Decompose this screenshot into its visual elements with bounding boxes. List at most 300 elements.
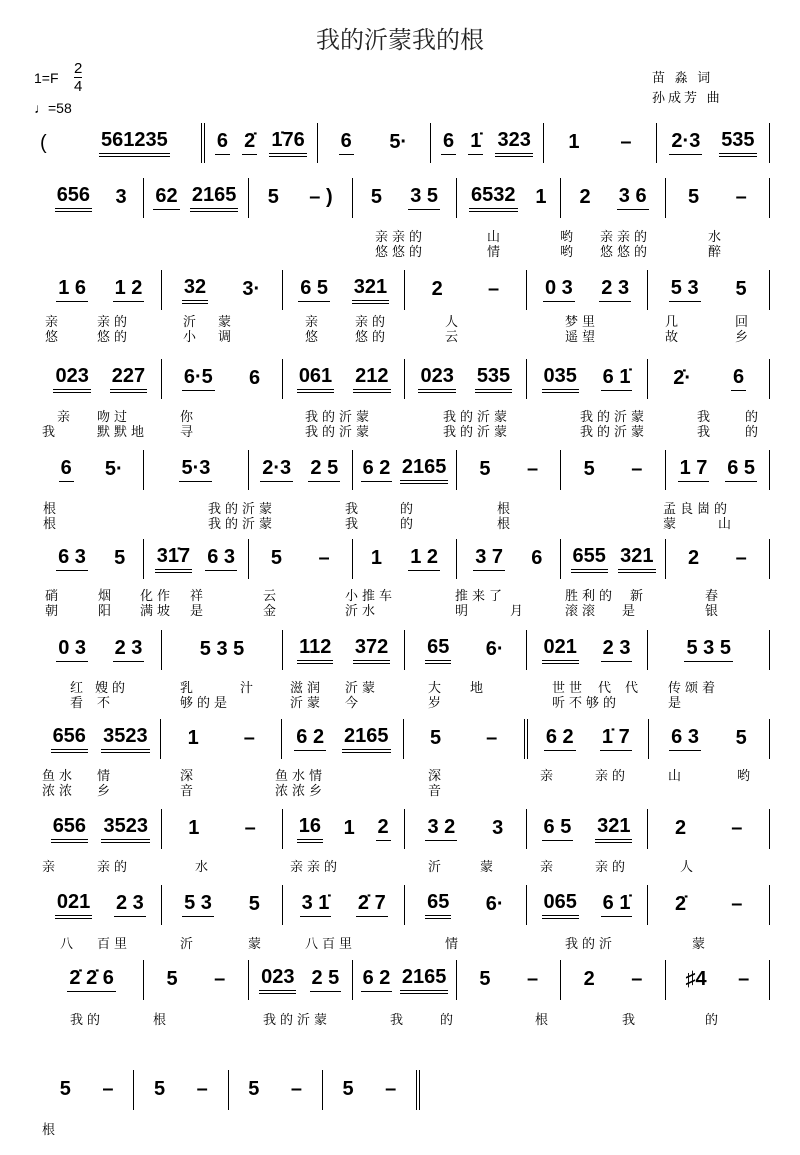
lyric-syllable: 悠 xyxy=(305,329,323,344)
note-group: 2 xyxy=(579,185,591,208)
measure xyxy=(657,123,770,163)
note-group: 1 2 xyxy=(113,278,145,302)
note-group: 323 xyxy=(495,130,532,157)
note-group: 3 7 xyxy=(473,547,505,571)
lyric-syllable: 寻 xyxy=(180,424,198,439)
measure xyxy=(201,123,318,163)
lyric-syllable: 是 xyxy=(622,603,640,618)
lyric-syllable: 浓浓 xyxy=(42,783,77,798)
measure xyxy=(40,630,162,670)
lyric-syllable: 山 xyxy=(487,229,505,244)
note-group: – xyxy=(527,457,539,480)
note-group: 3 6 xyxy=(617,186,649,210)
lyric-syllable: 根 xyxy=(43,516,61,531)
measure xyxy=(666,178,770,218)
measure xyxy=(282,719,403,759)
lyric-syllable: 听不够的 xyxy=(552,695,621,710)
measure xyxy=(40,539,144,579)
note-group: 656 xyxy=(55,185,92,212)
lyric-syllable: 孟良崮的 xyxy=(663,501,732,516)
lyric-syllable: 亲亲的 xyxy=(375,229,427,244)
measure xyxy=(249,178,353,218)
staff-row xyxy=(40,450,770,490)
lyric-syllable: 浓浓乡 xyxy=(275,783,327,798)
lyric-syllable: 故 xyxy=(665,329,683,344)
note-group: 1 7 xyxy=(678,458,710,482)
lyric-syllable: 人 xyxy=(680,859,698,874)
note-group: 3· xyxy=(242,277,261,300)
note-group: 3 1̇ xyxy=(300,893,332,917)
note-group: 2·3 xyxy=(669,131,702,155)
lyric-syllable: 蒙 xyxy=(663,516,681,531)
lyric-syllable: 亲 xyxy=(57,409,75,424)
lyric-syllable: 世世 xyxy=(552,680,587,695)
measure xyxy=(283,885,405,925)
measure xyxy=(40,1070,134,1110)
lyric-syllable: 祥 xyxy=(190,588,208,603)
measure xyxy=(405,359,527,399)
note-group: 6 xyxy=(531,546,543,569)
lyric-syllable: 我的沂蒙 xyxy=(443,424,512,439)
lyric-syllable: 回 xyxy=(735,314,753,329)
note-group: 3 xyxy=(115,185,127,208)
lyric-syllable: 默默地 xyxy=(97,424,149,439)
lyric-syllable: 悠的 xyxy=(355,329,390,344)
note-group: 2 xyxy=(687,546,700,569)
lyric-syllable: 够的是 xyxy=(180,695,232,710)
note-group: 3523 xyxy=(101,726,150,753)
note-group: 5· xyxy=(104,457,123,480)
lyric-syllable: 亲 xyxy=(45,314,63,329)
lyric-syllable: 沂蒙 xyxy=(345,680,380,695)
measure xyxy=(249,960,353,1000)
note-group: 1̇ xyxy=(468,131,483,155)
measure xyxy=(457,450,561,490)
lyric-syllable: 亲亲的 xyxy=(290,859,342,874)
lyric-syllable: 亲的 xyxy=(595,859,630,874)
staff-row xyxy=(40,539,770,579)
note-group: 5 3 5 xyxy=(684,638,732,662)
time-signature-bottom: 4 xyxy=(74,78,83,95)
lyric-syllable: 我的沂蒙 xyxy=(305,409,374,424)
note-group: 321 xyxy=(618,546,655,573)
measure xyxy=(527,359,649,399)
lyric-syllable: 明 xyxy=(455,603,473,618)
note-group: – xyxy=(731,892,743,915)
lyric-syllable: 推来了 xyxy=(455,588,507,603)
note-group: 5· xyxy=(389,130,408,153)
lyric-syllable: 你 xyxy=(180,409,198,424)
note-group: 212 xyxy=(353,366,390,393)
measure xyxy=(40,359,162,399)
key-signature: 1=F xyxy=(34,70,59,86)
measure xyxy=(353,960,457,1000)
lyric-syllable: 亲的 xyxy=(97,859,132,874)
measure xyxy=(404,719,528,759)
measure xyxy=(648,885,770,925)
lyric-syllable: 传颂着 xyxy=(668,680,720,695)
lyricist: 苗 淼 词 xyxy=(652,70,714,85)
measure xyxy=(283,270,405,310)
lyric-syllable: 悠悠的 xyxy=(375,244,427,259)
note-group: 6 xyxy=(59,458,74,482)
note-group: 2 3 xyxy=(113,638,145,662)
lyric-syllable: 银 xyxy=(705,603,723,618)
lyric-syllable: 嫂的 xyxy=(95,680,130,695)
note-group: 535 xyxy=(719,130,756,157)
note-group: 5 3 xyxy=(182,893,214,917)
measure xyxy=(457,539,561,579)
note-group: 5 3 xyxy=(669,278,701,302)
note-group: 2165 xyxy=(190,185,239,212)
lyric-syllable: 春 xyxy=(705,588,723,603)
lyric-syllable: 我 xyxy=(390,1012,408,1027)
note-group: 655 xyxy=(571,546,608,573)
measure xyxy=(405,885,527,925)
note-group: 023 xyxy=(418,366,455,393)
note-group: 321 xyxy=(595,816,632,843)
lyric-syllable: 哟 xyxy=(560,229,578,244)
lyric-syllable: 根 xyxy=(42,1122,60,1137)
note-group: 2 5 xyxy=(308,458,340,482)
lyric-syllable: 的 xyxy=(745,409,763,424)
note-group: 6 2 xyxy=(361,968,393,992)
note-group: 2 xyxy=(376,817,391,841)
note-group: 1 xyxy=(187,726,199,749)
note-group: – xyxy=(243,726,255,749)
note-group: 6· xyxy=(485,637,504,660)
note-group: 2165 xyxy=(400,967,449,994)
lyric-syllable: 化作 xyxy=(140,588,175,603)
lyric-syllable: 亲的 xyxy=(97,314,132,329)
lyric-syllable: 水 xyxy=(708,229,726,244)
lyric-syllable: 根 xyxy=(535,1012,553,1027)
measure xyxy=(318,123,431,163)
note-group: 3 2 xyxy=(425,817,457,841)
measure xyxy=(40,178,144,218)
note-group: 1 xyxy=(370,546,383,569)
lyric-syllable: 悠的 xyxy=(97,329,132,344)
lyric-syllable: 我的沂蒙 xyxy=(208,516,277,531)
measure xyxy=(162,359,284,399)
lyric-syllable: 蒙 xyxy=(480,859,498,874)
lyric-syllable: 亲亲的 xyxy=(600,229,652,244)
note-group: 5 xyxy=(166,967,178,990)
note-group: 5 xyxy=(687,185,700,208)
lyric-syllable: 我的沂蒙 xyxy=(443,409,512,424)
lyric-syllable: 百里 xyxy=(97,936,132,951)
note-group: 6 3 xyxy=(56,547,88,571)
measure xyxy=(40,809,162,849)
note-group: 656 xyxy=(51,816,88,843)
lyric-syllable: 乡 xyxy=(735,329,753,344)
note-group: 5 xyxy=(429,726,442,749)
lyric-syllable: 汁 xyxy=(240,680,258,695)
lyric-syllable: 我 xyxy=(697,424,715,439)
note-group: 1 xyxy=(188,816,200,839)
note-group: – xyxy=(620,130,632,153)
note-group: 2̇ xyxy=(674,892,687,915)
note-group: – xyxy=(214,967,226,990)
measure xyxy=(353,450,457,490)
composer: 孙成芳 曲 xyxy=(652,90,723,105)
note-group: 65 xyxy=(425,637,451,664)
note-group: – xyxy=(731,816,743,839)
measure xyxy=(144,178,248,218)
lyric-syllable: 的 xyxy=(705,1012,723,1027)
note-group: 6 2 xyxy=(544,727,576,751)
note-group: – xyxy=(290,1077,302,1100)
lyric-syllable: 亲的 xyxy=(595,768,630,783)
measure xyxy=(561,539,665,579)
lyric-syllable: 小推车 xyxy=(345,588,397,603)
lyric-syllable: 八百里 xyxy=(305,936,357,951)
lyric-syllable: 是 xyxy=(190,603,208,618)
lyric-syllable: 梦里 xyxy=(565,314,600,329)
measure xyxy=(648,359,770,399)
staff-row xyxy=(40,123,770,163)
note-group: – xyxy=(487,277,500,300)
measure xyxy=(431,123,544,163)
note-group: – xyxy=(196,1077,208,1100)
lyric-syllable: 硝 xyxy=(45,588,63,603)
note-group: 5 xyxy=(479,457,491,480)
measure xyxy=(229,1070,323,1110)
lyric-syllable: 根 xyxy=(497,516,515,531)
measure xyxy=(162,885,284,925)
note-group: 62 xyxy=(153,186,179,210)
note-group: 6532 xyxy=(469,185,518,212)
note-group: 227 xyxy=(110,366,147,393)
lyric-syllable: 我的沂蒙 xyxy=(305,424,374,439)
measure xyxy=(457,178,561,218)
measure xyxy=(561,450,665,490)
lyric-syllable: 我的沂蒙 xyxy=(208,501,277,516)
lyric-syllable: 的 xyxy=(400,501,418,516)
measure xyxy=(405,809,527,849)
lyric-syllable: 地 xyxy=(470,680,488,695)
staff-row xyxy=(40,885,770,925)
measure xyxy=(283,630,405,670)
lyric-syllable: 哟 xyxy=(560,244,578,259)
measure xyxy=(162,809,284,849)
staff-row xyxy=(40,178,770,218)
lyric-syllable: 的 xyxy=(400,516,418,531)
staff-row xyxy=(40,270,770,310)
lyric-syllable: 是 xyxy=(668,695,686,710)
note-group: – xyxy=(385,1077,397,1100)
measure xyxy=(353,178,457,218)
measure xyxy=(40,270,162,310)
note-group: – xyxy=(735,185,747,208)
measure xyxy=(527,270,649,310)
lyric-syllable: 的 xyxy=(745,424,763,439)
note-group: 5 xyxy=(342,1077,354,1100)
note-group: ♯4 xyxy=(685,967,707,990)
measure xyxy=(666,960,770,1000)
note-group: 035 xyxy=(542,366,579,393)
note-group: 16 xyxy=(297,816,323,843)
note-group: 5 xyxy=(154,1077,166,1100)
note-group: 6 xyxy=(249,366,261,389)
measure xyxy=(134,1070,228,1110)
measure xyxy=(323,1070,420,1110)
note-group: 5 xyxy=(248,1077,260,1100)
measure xyxy=(353,539,457,579)
note-group: 1̇ 7 xyxy=(600,727,632,751)
staff-row xyxy=(40,960,770,1000)
lyric-syllable: 我的 xyxy=(70,1012,105,1027)
note-group: 656 xyxy=(51,726,88,753)
note-group: 3523 xyxy=(101,816,150,843)
lyric-syllable: 我 xyxy=(42,424,60,439)
lyric-syllable: 小 xyxy=(183,329,201,344)
measure xyxy=(249,539,353,579)
measure xyxy=(648,630,770,670)
note-group: 2̇· xyxy=(673,366,692,389)
lyric-syllable: 情 xyxy=(97,768,115,783)
measure xyxy=(162,630,284,670)
lyric-syllable: 云 xyxy=(445,329,463,344)
lyric-syllable: 亲 xyxy=(305,314,323,329)
lyric-syllable: 亲 xyxy=(540,859,558,874)
lyric-syllable: 亲 xyxy=(540,768,558,783)
note-group: – xyxy=(735,546,747,569)
note-group: 2 3 xyxy=(599,278,631,302)
note-group: 2 xyxy=(583,967,595,990)
lyric-syllable: 情 xyxy=(487,244,505,259)
note-group: 6 3 xyxy=(205,547,237,571)
lyric-syllable: 沂 xyxy=(183,314,201,329)
note-group: 31̇7 xyxy=(155,546,192,573)
note-group: 2 xyxy=(431,277,443,300)
lyric-syllable: 鱼水 xyxy=(42,768,77,783)
note-group: 0 3 xyxy=(543,278,575,302)
lyric-syllable: 悠悠的 xyxy=(600,244,652,259)
lyric-syllable: 我 xyxy=(697,409,715,424)
note-group: 6· xyxy=(485,892,504,915)
note-group: – xyxy=(318,546,330,569)
note-group: 2·3 xyxy=(260,458,293,482)
measure xyxy=(405,270,527,310)
measure xyxy=(405,630,527,670)
note-group: 3 5 xyxy=(408,186,440,210)
note-group: – xyxy=(244,816,256,839)
note-group: 2165 xyxy=(342,726,391,753)
staff-row xyxy=(40,359,770,399)
note-group: 2̇ xyxy=(242,131,257,155)
lyric-syllable: 的 xyxy=(440,1012,458,1027)
note-group: 021 xyxy=(542,637,579,664)
lyric-syllable: 人 xyxy=(445,314,463,329)
lyric-syllable: 醉 xyxy=(708,244,726,259)
lyric-syllable: 八 xyxy=(60,936,78,951)
lyric-syllable: 吻过 xyxy=(97,409,132,424)
lyric-syllable: 我的沂蒙 xyxy=(580,424,649,439)
note-group: 021 xyxy=(55,892,92,919)
note-group: 65 xyxy=(425,892,451,919)
note-group: 6·5 xyxy=(182,367,215,391)
note-group: 6 5 xyxy=(298,278,330,302)
note-group: 5 xyxy=(370,185,383,208)
lyric-syllable: 沂 xyxy=(180,936,198,951)
lyric-syllable: 几 xyxy=(665,314,683,329)
lyric-syllable: 红 xyxy=(70,680,88,695)
measure xyxy=(561,960,665,1000)
lyric-syllable: 滋润 xyxy=(290,680,325,695)
lyric-syllable: 沂 xyxy=(428,859,446,874)
measure xyxy=(40,450,144,490)
lyric-syllable: 情 xyxy=(445,936,463,951)
note-group: 112 xyxy=(297,637,333,664)
lyric-syllable: 沂蒙 xyxy=(290,695,325,710)
note-group: 6 1̇ xyxy=(601,893,633,917)
time-signature-top: 2 xyxy=(74,60,83,77)
lyric-syllable: 山 xyxy=(668,768,686,783)
lyric-syllable: 新 xyxy=(630,588,648,603)
lyric-syllable: 大 xyxy=(428,680,446,695)
lyric-syllable: 根 xyxy=(153,1012,171,1027)
lyric-syllable: 沂水 xyxy=(345,603,380,618)
lyric-syllable: 阳 xyxy=(98,603,116,618)
note-group: 1 xyxy=(343,816,355,839)
measure xyxy=(144,960,248,1000)
note-group: 6 xyxy=(215,131,230,155)
measure xyxy=(283,809,405,849)
note-group: 065 xyxy=(542,892,579,919)
note-group: 5 xyxy=(270,546,282,569)
lyric-syllable: 蒙 xyxy=(248,936,266,951)
measure xyxy=(457,960,561,1000)
lyric-syllable: 满坡 xyxy=(140,603,175,618)
note-group: 372 xyxy=(353,637,390,664)
note-group: 535 xyxy=(475,366,512,393)
staff-row xyxy=(40,809,770,849)
measure xyxy=(161,719,282,759)
lyric-syllable: 调 xyxy=(218,329,236,344)
measure xyxy=(249,450,353,490)
lyric-syllable: 亲 xyxy=(42,859,60,874)
lyric-syllable: 根 xyxy=(497,501,515,516)
note-group: 5 xyxy=(248,892,260,915)
measure xyxy=(40,885,162,925)
lyric-syllable: 乳 xyxy=(180,680,198,695)
note-group: 6 5 xyxy=(542,817,574,841)
note-group: 6 1̇ xyxy=(601,367,633,391)
note-group: 5 xyxy=(735,726,747,749)
lyric-syllable: 蒙 xyxy=(218,314,236,329)
lyric-syllable: 山 xyxy=(718,516,736,531)
lyric-syllable: 滚滚 xyxy=(565,603,600,618)
measure xyxy=(40,719,161,759)
staff-row xyxy=(40,630,770,670)
note-group: 2165 xyxy=(400,457,449,484)
measure xyxy=(527,630,649,670)
note-group: 1 xyxy=(535,185,547,208)
note-group: – xyxy=(527,967,539,990)
note-group: 3 xyxy=(492,816,504,839)
measure xyxy=(162,270,284,310)
time-signature xyxy=(74,60,82,95)
lyric-syllable: 我 xyxy=(345,501,363,516)
note-group: 6 xyxy=(731,367,746,391)
note-group: 6 xyxy=(441,131,456,155)
lyric-syllable: 不 xyxy=(97,695,115,710)
lyric-syllable: 根 xyxy=(43,501,61,516)
measure xyxy=(648,809,770,849)
lyric-syllable: 蒙 xyxy=(692,936,710,951)
lyric-syllable: 今 xyxy=(345,695,363,710)
